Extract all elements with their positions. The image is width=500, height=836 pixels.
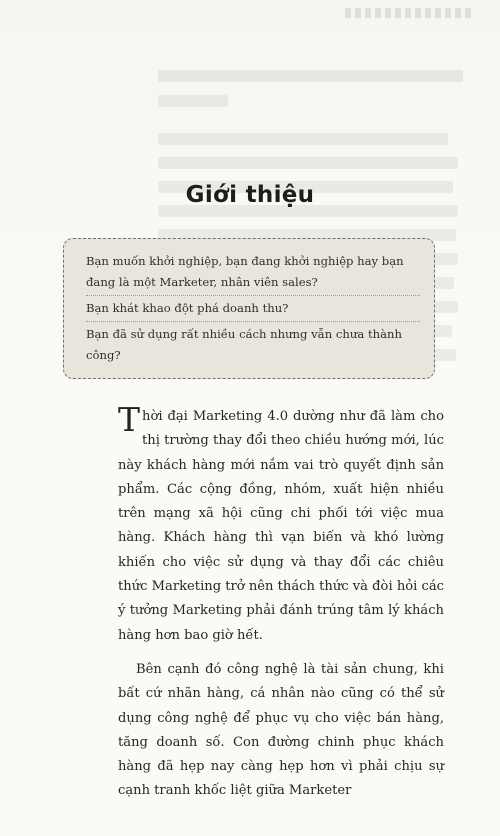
paragraph — [118, 400, 444, 648]
callout-question: Bạn đã sử dụng rất nhiều cách nhưng vẫn chưa thành công? — [86, 327, 402, 362]
paragraph: Bên cạnh đó công nghệ là tài sản chung, khi bất cứ nhãn hàng, cá nhân nào cũng có thể sử dụng công nghệ để phục vụ cho việc bán hàng, tăng doanh số. Con đường chinh phục khách hàng đã hẹp nay càng hẹp hơn vì phải chịu sự cạnh tranh khốc liệt giữa Marketer — [118, 661, 444, 799]
question-callout-box — [63, 238, 435, 379]
bleed-through-header — [345, 8, 475, 18]
drop-cap: T — [118, 400, 141, 439]
page-title: Giới thiệu — [185, 182, 315, 209]
paragraph-text: hời đại Marketing 4.0 dường như đã làm cho thị trường thay đổi theo chiều hướng mới, lúc này khách hàng mới nắm vai trò quyết định sản phẩm. Các cộng đồng, nhóm, xuất hiện nhiều trên mạng xã hội cũng chi phối tới việc mua hàng. Khách hàng thì vạn biến và khó lường khiến cho việc sử dụng và thay đổi các chiêu thức Marketing trở nên thách thức và đòi hỏi các ý tưởng Marketing phải đánh trúng tâm lý khách hàng hơn bao giờ hết. — [118, 409, 444, 643]
callout-question: Bạn khát khao đột phá doanh thu? — [86, 296, 420, 322]
body-text — [118, 400, 444, 804]
callout-question: Bạn muốn khởi nghiệp, bạn đang khởi nghiệp hay bạn đang là một Marketer, nhân viên sales? — [86, 251, 420, 296]
